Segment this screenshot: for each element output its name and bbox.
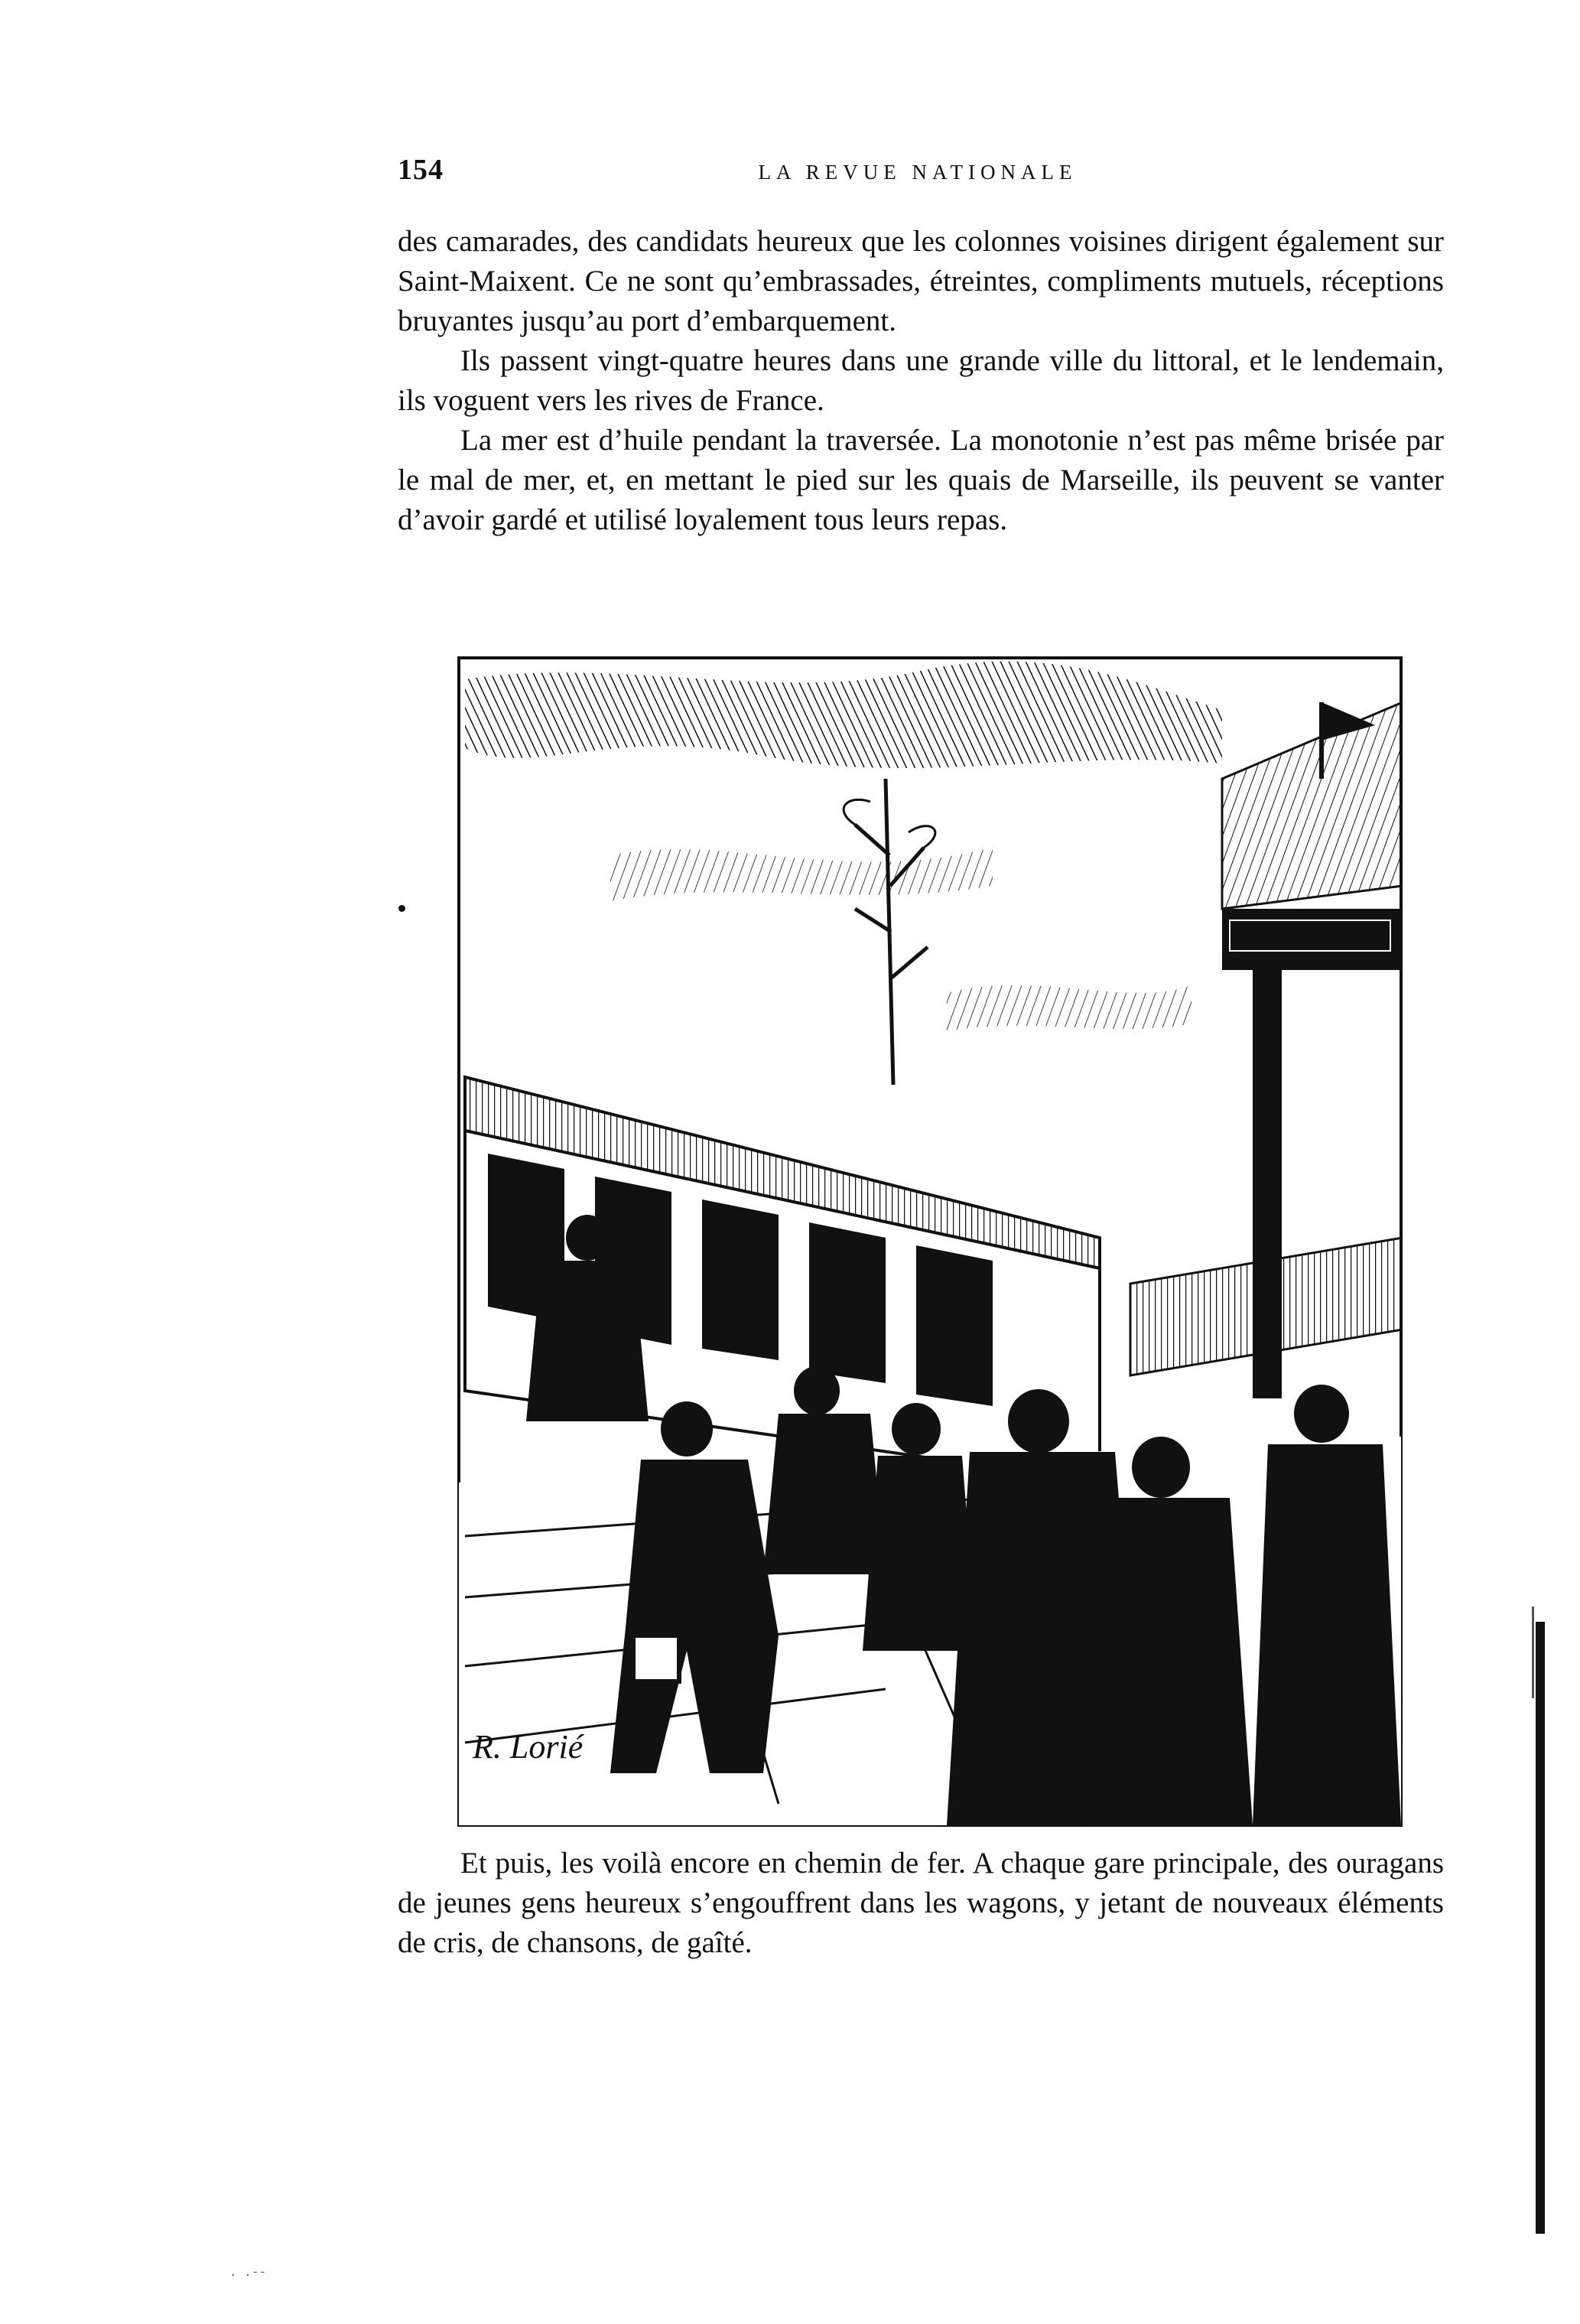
paragraph-4: Et puis, les voilà encore en chemin de fer. A chaque gare principale, des ouragans de jeunes gens heureux s’engouffrent dans les wagons, y jetant de nouveaux éléments de cris, de chansons, de gaîté. [398, 1847, 1444, 1959]
paragraph-1: des camarades, des candidats heureux que les colonnes voisines dirigent également sur Saint-Maixent. Ce ne sont qu’embrassades, étreintes, compliments mutuels, réceptions bruyantes jusqu’au port d’embarquement. [398, 225, 1444, 337]
margin-dot [398, 905, 405, 912]
page-edge-bar [1536, 1622, 1545, 2234]
page-edge-line [1532, 1606, 1534, 1698]
running-head: LA REVUE NATIONALE [758, 161, 1078, 184]
page-header [398, 153, 1438, 199]
station-engraving [457, 656, 1403, 1827]
artist-signature: R. Lorié [473, 1728, 584, 1766]
page-number: 154 [398, 154, 444, 186]
paragraph-2: Ils passent vingt-quatre heures dans une grande ville du littoral, et le lendemain, ils voguent vers les rives de France. [398, 344, 1444, 417]
body-text-bottom [398, 1844, 1444, 1963]
body-text-top [398, 222, 1444, 540]
paragraph-3: La mer est d’huile pendant la traversée. La monotonie n’est pas même brisée par le mal de mer, et, en mettant le pied sur les quais de Marseille, ils peuvent se vanter d’avoir gardé et utilisé loyalement tous leurs repas. [398, 424, 1444, 536]
footer-marks: . .-- [229, 2264, 267, 2279]
